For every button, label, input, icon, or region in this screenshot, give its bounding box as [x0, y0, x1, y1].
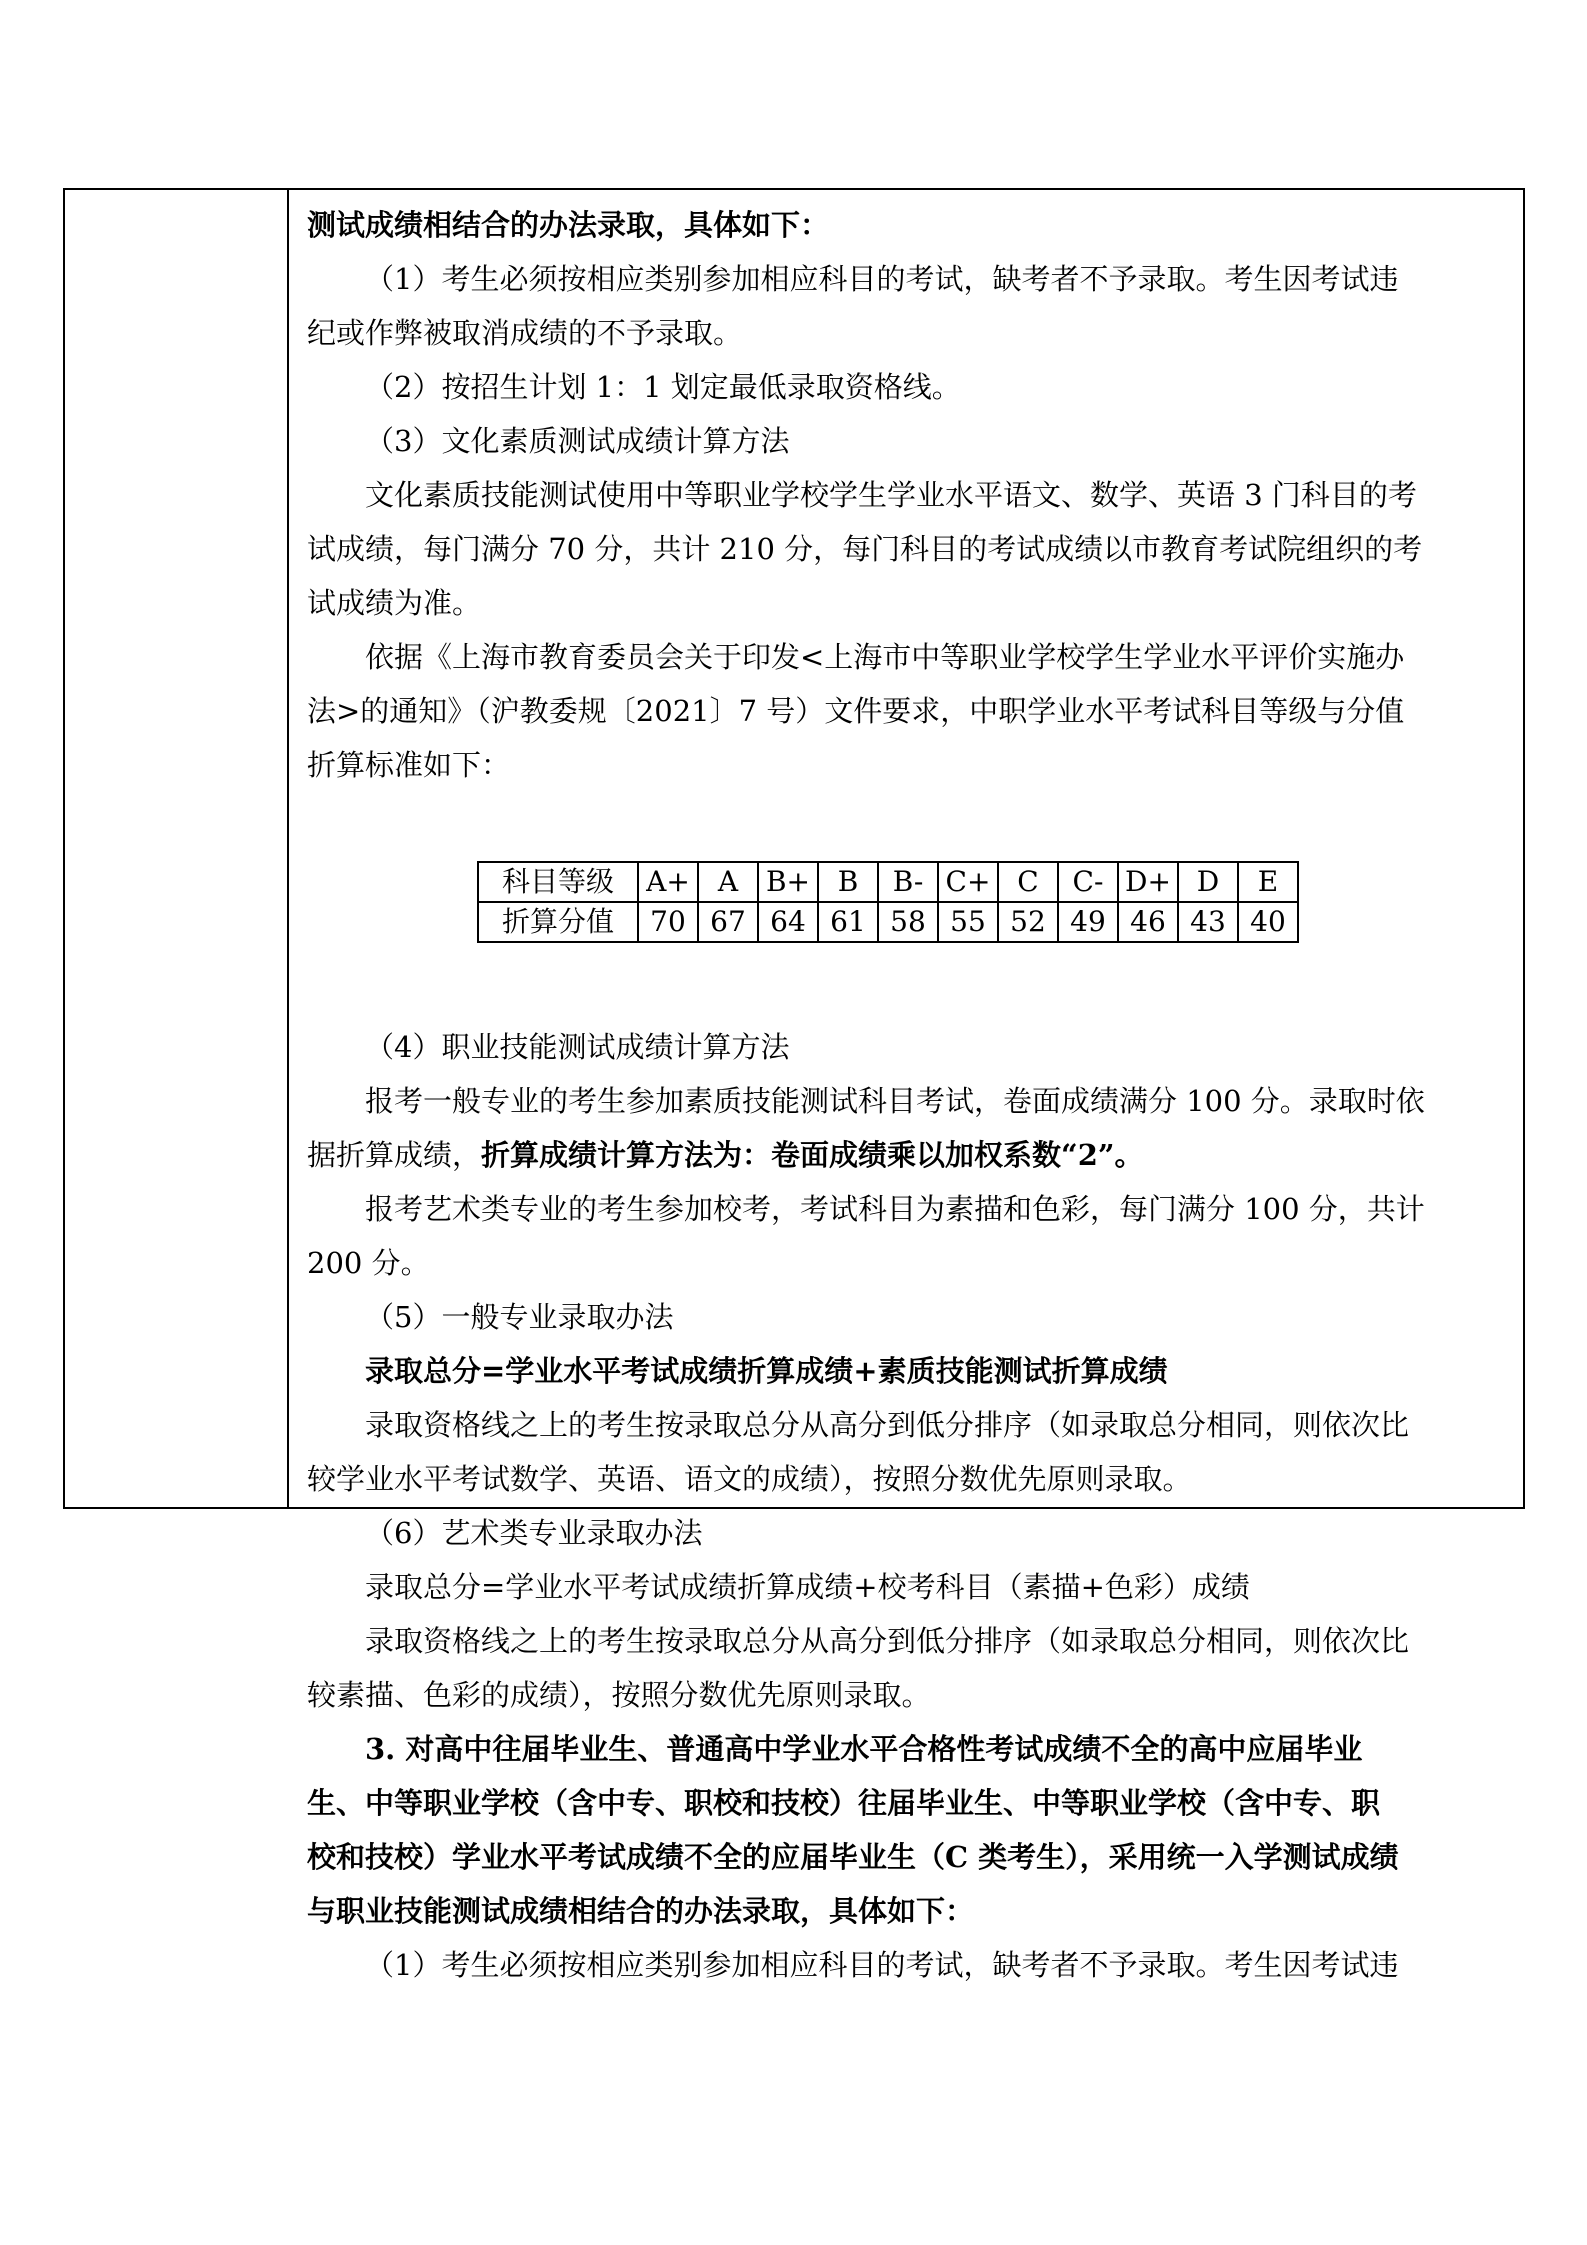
- paragraph-line: 报考一般专业的考生参加素质技能测试科目考试，卷面成绩满分 100 分。录取时依: [365, 1084, 1425, 1118]
- score-cell: 55: [938, 902, 998, 942]
- grade-conversion-table: [477, 861, 1299, 943]
- paragraph-line: [307, 1128, 1509, 1182]
- grade-cell: B: [818, 862, 878, 902]
- grade-row: [478, 862, 1298, 902]
- spacer: [307, 792, 1509, 848]
- paragraph-line: 折算标准如下：: [307, 748, 511, 782]
- paragraph-line: 与职业技能测试成绩相结合的办法录取，具体如下：: [307, 1894, 975, 1928]
- paragraph-line: 纪或作弊被取消成绩的不予录取。: [307, 316, 743, 350]
- grade-cell: A+: [638, 862, 698, 902]
- main-text-cell: [307, 198, 1509, 1992]
- score-cell: 70: [638, 902, 698, 942]
- score-cell: 67: [698, 902, 758, 942]
- grade-table-container: [307, 848, 1509, 956]
- grade-cell: B+: [758, 862, 818, 902]
- spacer: [307, 956, 1509, 1020]
- paragraph-line: 较素描、色彩的成绩），按照分数优先原则录取。: [307, 1678, 931, 1712]
- grade-cell: E: [1238, 862, 1298, 902]
- bold-text-span: 折算成绩计算方法为：卷面成绩乘以加权系数“2”。: [481, 1138, 1144, 1172]
- paragraph-line: 200 分。: [307, 1246, 430, 1280]
- section-heading: （6）艺术类专业录取办法: [365, 1516, 703, 1550]
- grade-cell: D+: [1118, 862, 1178, 902]
- score-cell: 61: [818, 902, 878, 942]
- paragraph-line: 生、中等职业学校（含中专、职校和技校）往届毕业生、中等职业学校（含中专、职: [307, 1786, 1381, 1820]
- paragraph-line: （1）考生必须按相应类别参加相应科目的考试，缺考者不予录取。考生因考试违: [365, 262, 1399, 296]
- paragraph-line: 3. 对高中往届毕业生、普通高中学业水平合格性考试成绩不全的高中应届毕业: [365, 1732, 1363, 1766]
- paragraph-line: 录取资格线之上的考生按录取总分从高分到低分排序（如录取总分相同，则依次比: [365, 1624, 1410, 1658]
- paragraph-line: 校和技校）学业水平考试成绩不全的应届毕业生（C 类考生），采用统一入学测试成绩: [307, 1840, 1399, 1874]
- score-cell: 49: [1058, 902, 1118, 942]
- paragraph-line: 试成绩，每门满分 70 分，共计 210 分，每门科目的考试成绩以市教育考试院组织的考: [307, 532, 1423, 566]
- score-cell: 43: [1178, 902, 1238, 942]
- score-cell: 52: [998, 902, 1058, 942]
- paragraph-line: 报考艺术类专业的考生参加校考，考试科目为素描和色彩，每门满分 100 分，共计: [365, 1192, 1425, 1226]
- score-cell: 64: [758, 902, 818, 942]
- paragraph-line: 文化素质技能测试使用中等职业学校学生学业水平语文、数学、英语 3 门科目的考: [365, 478, 1417, 512]
- formula-line: 录取总分=学业水平考试成绩折算成绩+素质技能测试折算成绩: [365, 1354, 1168, 1388]
- score-cell: 46: [1118, 902, 1178, 942]
- paragraph-line: 法>的通知》（沪教委规〔2021〕7 号）文件要求，中职学业水平考试科目等级与分值: [307, 694, 1405, 728]
- section-heading: （4）职业技能测试成绩计算方法: [365, 1030, 790, 1064]
- grade-cell: C: [998, 862, 1058, 902]
- section-heading: （5）一般专业录取办法: [365, 1300, 674, 1334]
- grade-cell: C-: [1058, 862, 1118, 902]
- score-header-cell: 折算分值: [478, 902, 638, 942]
- section-heading: （3）文化素质测试成绩计算方法: [365, 424, 790, 458]
- plain-text-span: 据折算成绩，: [307, 1138, 482, 1172]
- paragraph-line: 录取资格线之上的考生按录取总分从高分到低分排序（如录取总分相同，则依次比: [365, 1408, 1410, 1442]
- grade-cell: B-: [878, 862, 938, 902]
- formula-line: 录取总分=学业水平考试成绩折算成绩+校考科目（素描+色彩）成绩: [365, 1570, 1250, 1604]
- paragraph-line: （2）按招生计划 1：1 划定最低录取资格线。: [365, 370, 961, 404]
- paragraph-line: （1）考生必须按相应类别参加相应科目的考试，缺考者不予录取。考生因考试违: [365, 1948, 1399, 1982]
- grade-header-cell: 科目等级: [478, 862, 638, 902]
- column-divider: [287, 188, 289, 1509]
- grade-cell: A: [698, 862, 758, 902]
- paragraph-line: 较学业水平考试数学、英语、语文的成绩），按照分数优先原则录取。: [307, 1462, 1192, 1496]
- score-cell: 58: [878, 902, 938, 942]
- paragraph-line: 试成绩为准。: [307, 586, 482, 620]
- grade-cell: C+: [938, 862, 998, 902]
- score-cell: 40: [1238, 902, 1298, 942]
- grade-cell: D: [1178, 862, 1238, 902]
- paragraph-line: 测试成绩相结合的办法录取，具体如下：: [307, 208, 830, 242]
- score-row: [478, 902, 1298, 942]
- paragraph-line: 依据《上海市教育委员会关于印发<上海市中等职业学校学生学业水平评价实施办: [365, 640, 1405, 674]
